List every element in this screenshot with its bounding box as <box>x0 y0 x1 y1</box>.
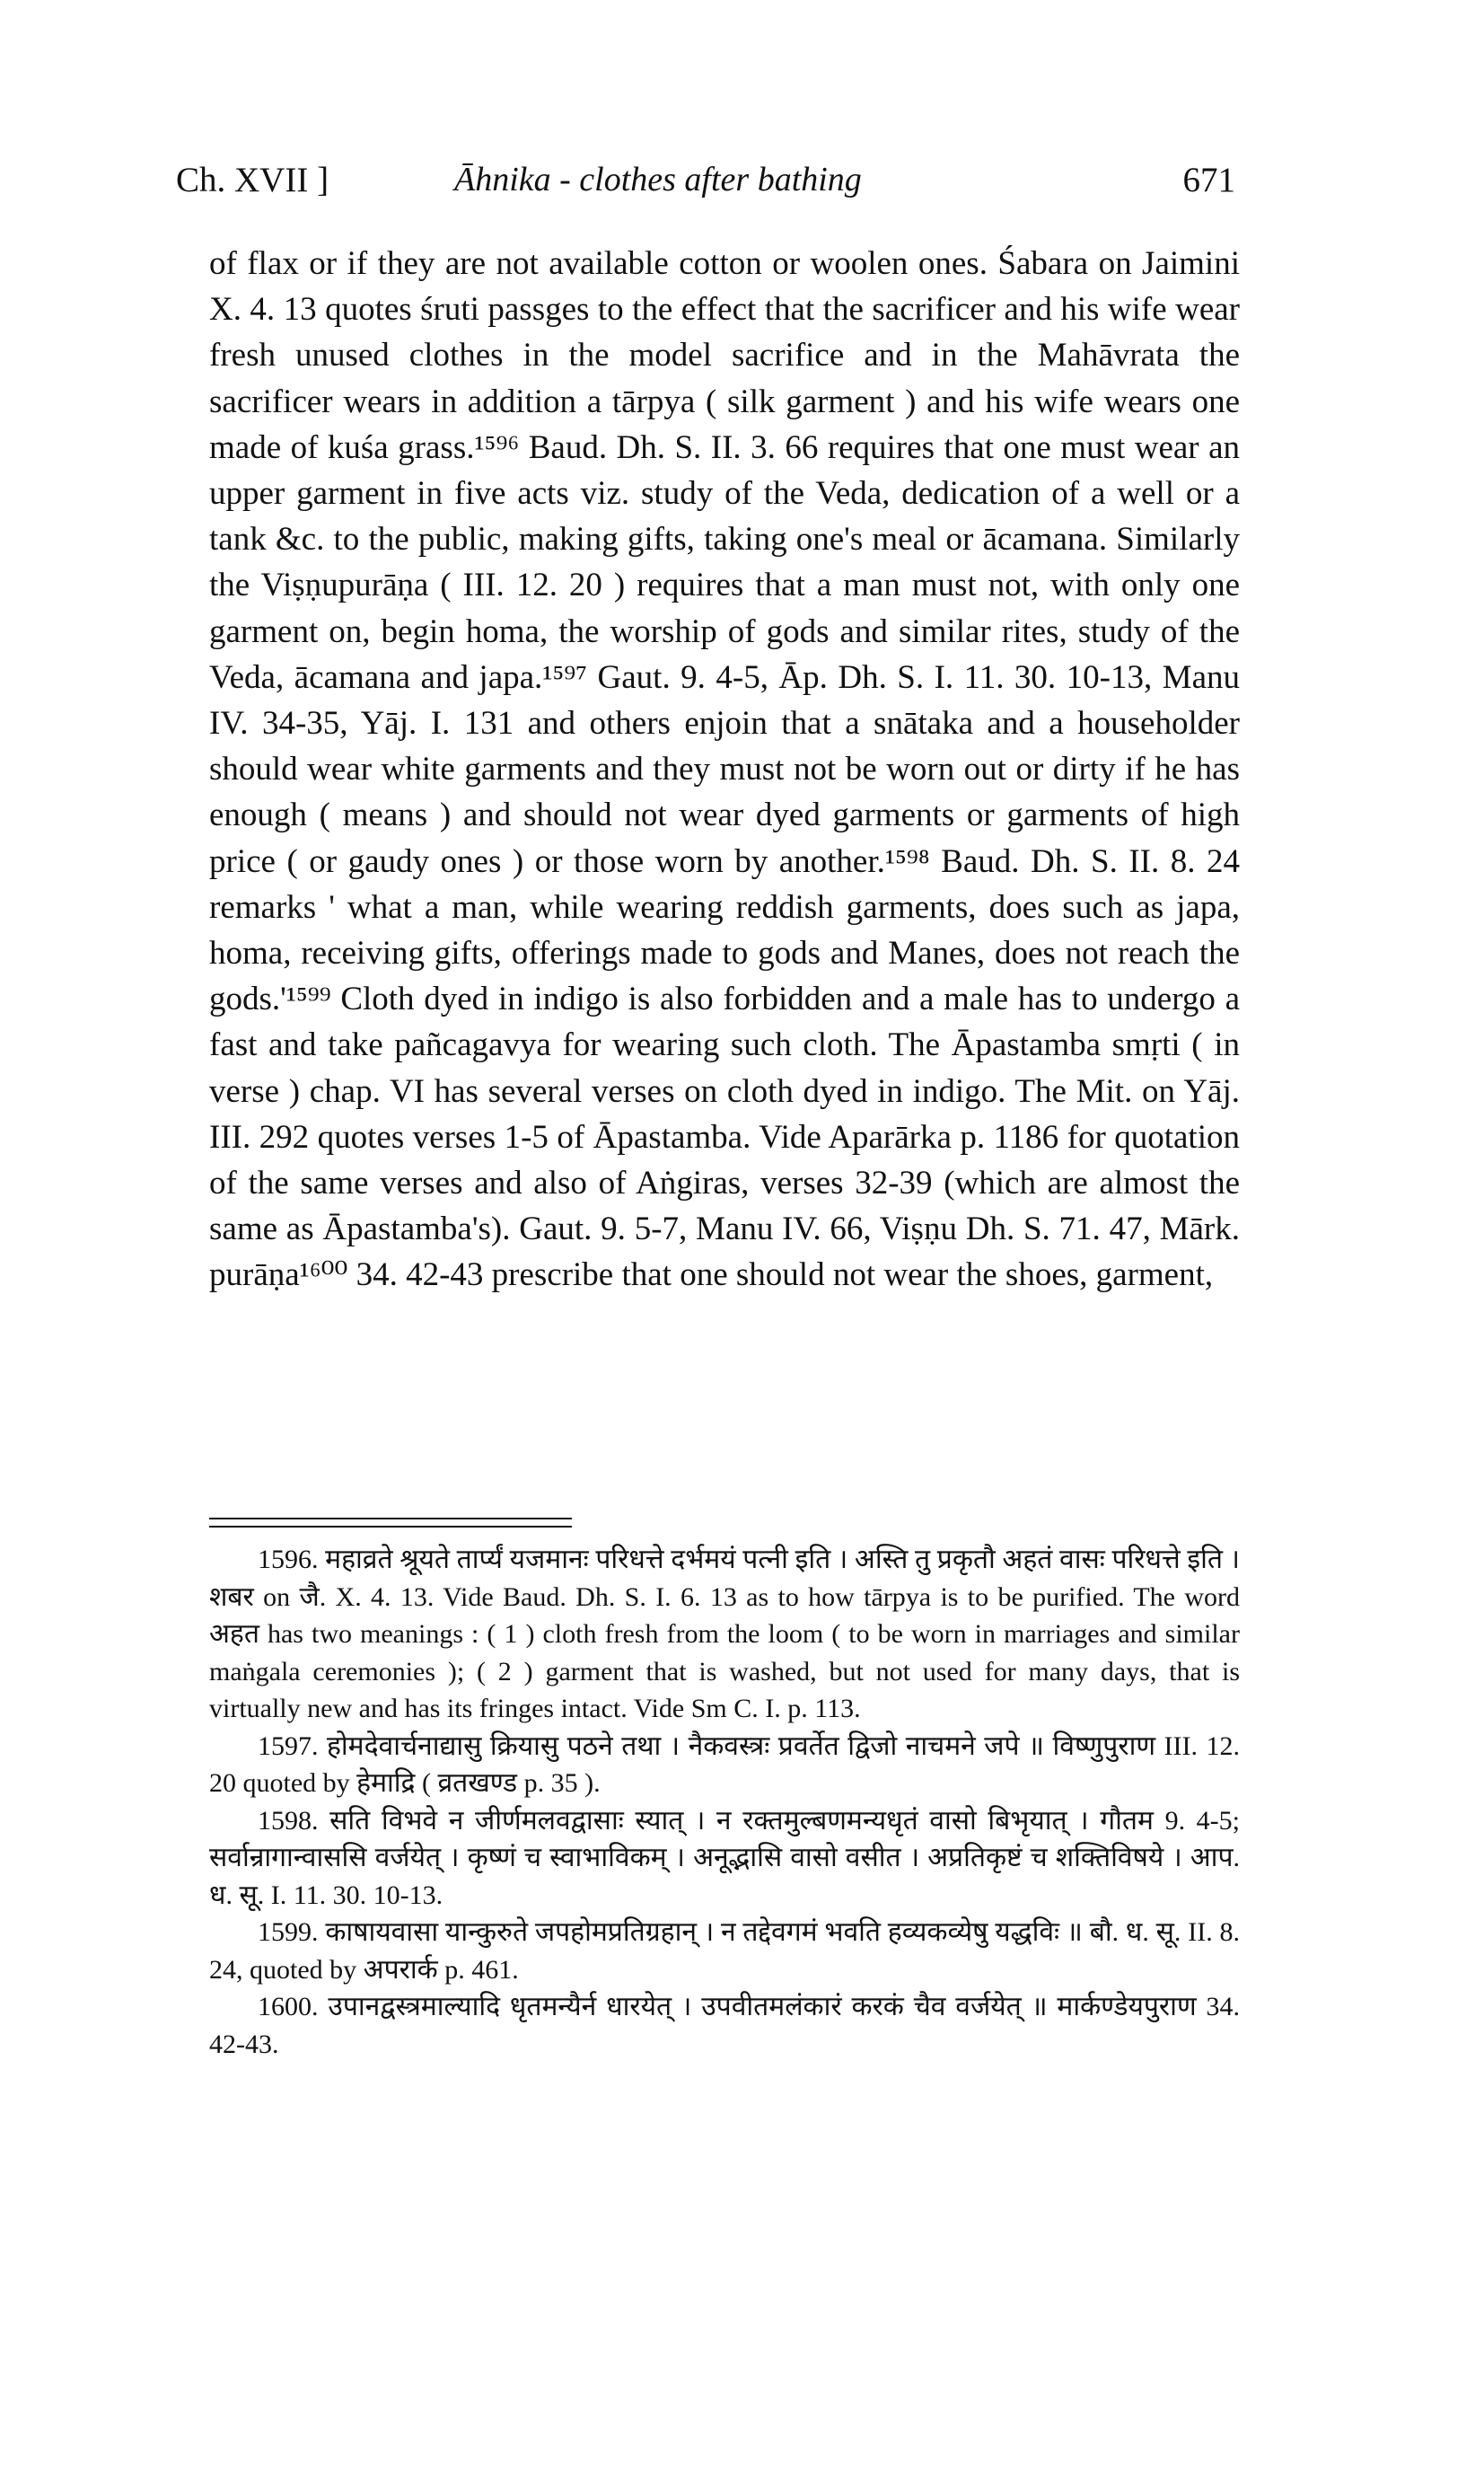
footnotes <box>209 1541 1240 2063</box>
footnote-number: 1596. <box>258 1545 319 1574</box>
footnote-text: काषायवासा यान्कुरुते जपहोमप्रतिग्रहान् । न तद्देवगमं भवति हव्यकव्येषु यद्धविः ॥ बौ. ध. सू. II. 8. 24, quoted by अपरार्क p. 461. <box>209 1917 1241 1985</box>
footnote-text: महाव्रते श्रूयते तार्प्यं यजमानः परिधत्ते दर्भमयं पत्नी इति । अस्ति तु प्रकृतौ अहतं वासः परिधत्ते इति । शबर on जै. X. 4. 13. Vide Baud. Dh. S. I. 6. 13 as to how tārpya is to be purified. The word अहत has two meanings : ( 1 ) cloth fresh from the loom ( to be worn in marriages and similar maṅgala ceremonies ); ( 2 ) garment that is washed, but not used for many days, that is virtually new and has its fringes intact. Vide Sm C. I. p. 113. <box>209 1545 1241 1723</box>
chapter-label: Ch. XVII ] <box>176 161 329 199</box>
footnote-1599 <box>209 1914 1240 1988</box>
footnote-1597 <box>209 1728 1240 1802</box>
footnote-number: 1597. <box>258 1730 319 1761</box>
page-number: 671 <box>1182 161 1235 199</box>
footnote-text: होमदेवार्चनाद्यासु क्रियासु पठने तथा । नैकवस्त्रः प्रवर्तेत द्विजो नाचमने जपे ॥ विष्णुपुराण III. 12. 20 quoted by हेमाद्रि ( व्रतखण्ड p. 35 ). <box>209 1730 1240 1798</box>
main-text <box>209 241 1240 1299</box>
footnote-text: सति विभवे न जीर्णमलवद्वासाः स्यात् । न रक्तमुल्बणमन्यधृतं वासो बिभृयात् । गौतम 9. 4-5; सर्वान्रागान्वाससि वर्जयेत् । कृष्णं च स्वाभाविकम् । अनूद्भासि वासो वसीत । अप्रतिकृष्टं च शक्तिविषये । आप. ध. सू. I. 11. 30. 10-13. <box>209 1805 1241 1910</box>
footnote-number: 1599. <box>258 1917 319 1947</box>
footnote-1598 <box>209 1802 1240 1915</box>
footnote-rule <box>209 1518 572 1519</box>
footnote-number: 1598. <box>258 1805 319 1836</box>
body-paragraph: of flax or if they are not available cotton or woolen ones. Śabara on Jaimini X. 4. 13 quotes śruti passges to the effect that the sacrificer and his wife wear fresh unused clothes in the model sacrifice and in the Mahāvrata the sacrificer wears in addition a tārpya ( silk garment ) and his wife wears one made of kuśa grass.¹⁵⁹⁶ Baud. Dh. S. II. 3. 66 requires that one must wear an upper garment in five acts viz. study of the Veda, dedication of a well or a tank &c. to the public, making gifts, taking one's meal or ācamana. Similarly the Viṣṇupurāṇa ( III. 12. 20 ) requires that a man must not, with only one garment on, begin homa, the worship of gods and similar rites, study of the Veda, ācamana and japa.¹⁵⁹⁷ Gaut. 9. 4-5, Āp. Dh. S. I. 11. 30. 10-13, Manu IV. 34-35, Yāj. I. 131 and others enjoin that a snātaka and a householder should wear white garments and they must not be worn out or dirty if he has enough ( means ) and should not wear dyed garments or garments of high price ( or gaudy ones ) or those worn by another.¹⁵⁹⁸ Baud. Dh. S. II. 8. 24 remarks ' what a man, while wearing reddish garments, does such as japa, homa, receiving gifts, offerings made to gods and Manes, does not reach the gods.'¹⁵⁹⁹ Cloth dyed in indigo is also forbidden and a male has to undergo a fast and take pañcagavya for wearing such cloth. The Āpastamba smṛti ( in verse ) chap. VI has several verses on cloth dyed in indigo. The Mit. on Yāj. III. 292 quotes verses 1-5 of Āpastamba. Vide Aparārka p. 1186 for quotation of the same verses and also of Aṅgiras, verses 32-39 (which are almost the same as Āpastamba's). Gaut. 9. 5-7, Manu IV. 66, Viṣṇu Dh. S. 71. 47, Mārk. purāṇa¹⁶⁰⁰ 34. 42-43 prescribe that one should not wear the shoes, garment, <box>209 245 1240 1294</box>
footnote-1596 <box>209 1541 1240 1728</box>
footnote-rule-double <box>209 1526 572 1528</box>
footnote-1600 <box>209 1988 1240 2063</box>
running-header <box>176 160 1235 214</box>
footnote-text: उपानद्वस्त्रमाल्यादि धृतमन्यैर्न धारयेत् । उपवीतमलंकारं करकं चैव वर्जयेत् ॥ मार्कण्डेयपुराण 34. 42-43. <box>209 1992 1241 2059</box>
running-title: Āhnika - clothes after bathing <box>454 161 862 198</box>
footnote-number: 1600. <box>258 1992 319 2021</box>
